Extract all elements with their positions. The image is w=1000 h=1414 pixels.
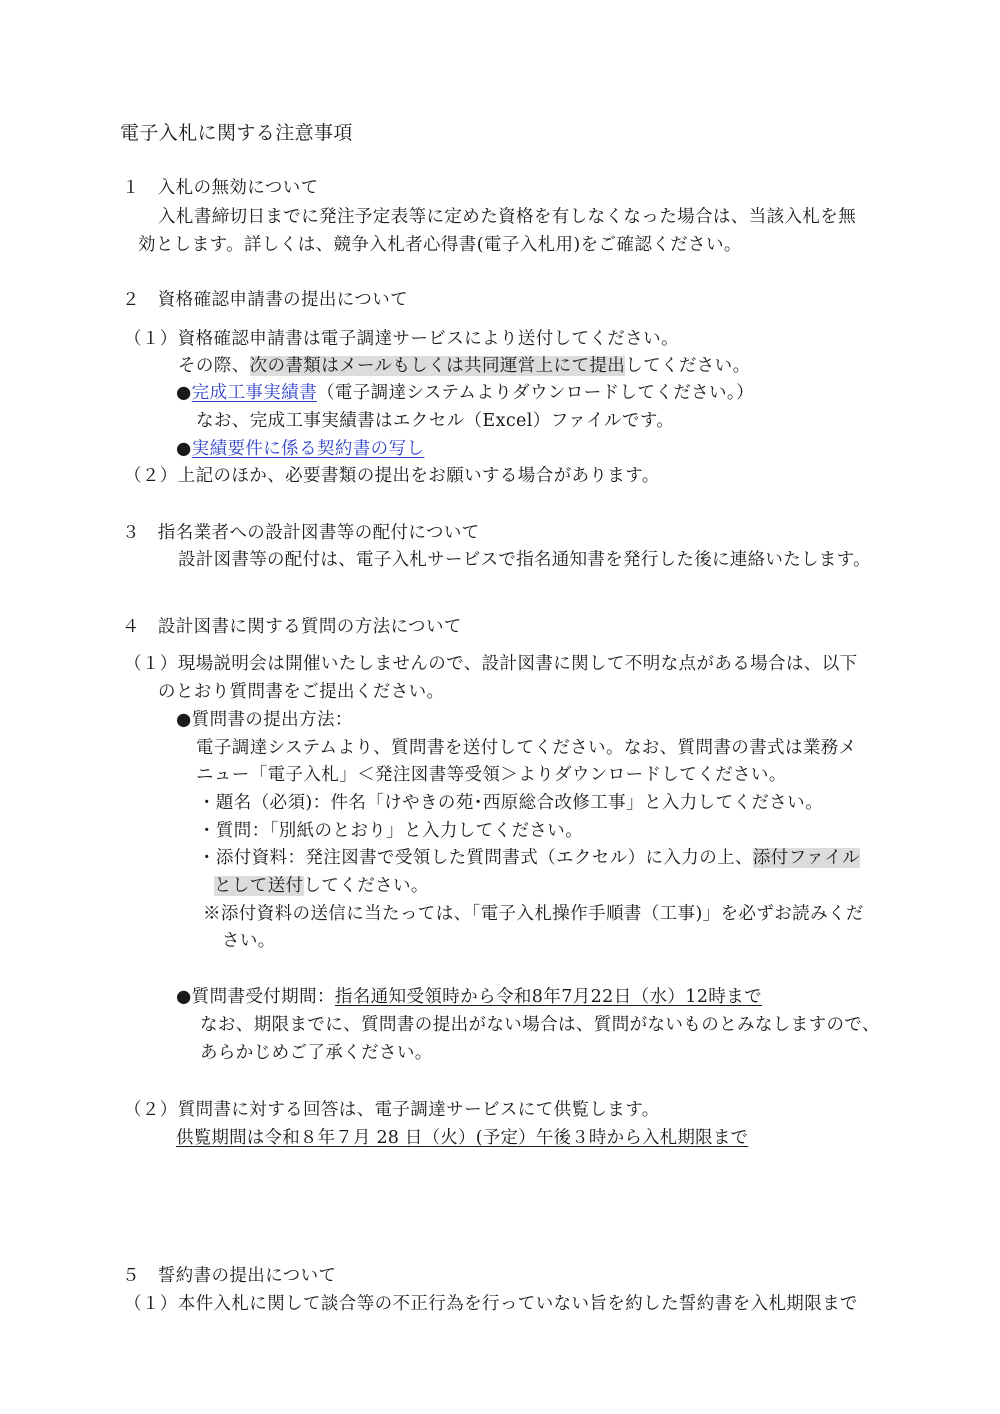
detail-question: ・質問：「別紙のとおり」と入力してください。: [198, 821, 584, 841]
bullet-item: ●完成工事実績書（電子調達システムよりダウンロードしてください。）: [176, 383, 754, 403]
submission-method: ●質問書の提出方法：: [176, 710, 353, 730]
question-period-dates: 指名通知受領時から令和8年7月22日（水）12時まで: [334, 987, 763, 1007]
section-1-heading: １ 入札の無効について: [122, 178, 319, 198]
highlighted-text: 添付ファイル: [752, 848, 860, 868]
detail-subject: ・題名（必須)：件名「けやきの苑･西原総合改修工事」と入力してください。: [198, 793, 823, 813]
section-1-text: 入札書締切日までに発注予定表等に定めた資格を有しなくなった場合は、当該入札を無: [158, 207, 857, 227]
highlighted-text: として送付: [214, 876, 304, 896]
bullet-note: なお、完成工事実績書はエクセル（Excel）ファイルです。: [196, 411, 675, 431]
section-1-text: 効とします。詳しくは、競争入札者心得書(電子入札用)をご確認ください。: [138, 235, 742, 255]
highlighted-text: 次の書類はメールもしくは共同運営上にて提出: [249, 356, 626, 376]
submission-method-text: 電子調達システムより、質問書を送付してください。なお、質問書の書式は業務メ: [196, 738, 857, 758]
section-5-heading: ５ 誓約書の提出について: [122, 1266, 337, 1286]
question-period: ●質問書受付期間：指名通知受領時から令和8年7月22日（水）12時まで: [176, 987, 763, 1007]
section-2-item-1-detail: その際、次の書類はメールもしくは共同運営上にて提出してください。: [178, 356, 751, 376]
question-period-note: あらかじめご了承ください。: [200, 1043, 433, 1063]
keiyakusho-link[interactable]: 実績要件に係る契約書の写し: [191, 439, 425, 459]
section-2-item-1: （１）資格確認申請書は電子調達サービスにより送付してください。: [124, 329, 679, 349]
attachment-note: さい。: [222, 931, 276, 951]
attachment-note: ※添付資料の送信に当たっては、「電子入札操作手順書（工事)」を必ずお読みくだ: [203, 904, 864, 924]
bullet-icon: ●: [176, 439, 192, 459]
question-period-note: なお、期限までに、質問書の提出がない場合は、質問がないものとみなしますので、: [200, 1015, 880, 1035]
section-3-text: 設計図書等の配付は、電子入札サービスで指名通知書を発行した後に連絡いたします。: [178, 550, 871, 570]
kansei-koji-jissekisho-link[interactable]: 完成工事実績書: [191, 383, 317, 403]
section-4-heading: ４ 設計図書に関する質問の方法について: [122, 617, 462, 637]
section-3-heading: ３ 指名業者への設計図書等の配付について: [122, 523, 480, 543]
detail-attachment: ・添付資料：発注図書で受領した質問書式（エクセル）に入力の上、添付ファイル: [198, 848, 860, 868]
page-title: 電子入札に関する注意事項: [120, 122, 353, 144]
section-4-item-1: のとおり質問書をご提出ください。: [158, 682, 445, 702]
bullet-icon: ●: [176, 383, 192, 403]
section-5-item-1: （１）本件入札に関して談合等の不正行為を行っていない旨を約した誓約書を入札期限まで: [124, 1294, 858, 1314]
viewing-period: 供覧期間は令和８年７月 28 日（火）(予定）午後３時から入札期限まで: [176, 1128, 749, 1148]
submission-method-text: ニュー「電子入札」＜発注図書等受領＞よりダウンロードしてください。: [196, 765, 787, 785]
section-2-heading: ２ 資格確認申請書の提出について: [122, 290, 409, 310]
section-4-item-2: （２）質問書に対する回答は、電子調達サービスにて供覧します。: [124, 1100, 660, 1120]
detail-attachment: として送付してください。: [214, 876, 429, 896]
section-2-item-2: （２）上記のほか、必要書類の提出をお願いする場合があります。: [124, 466, 660, 486]
section-4-item-1: （１）現場説明会は開催いたしませんので、設計図書に関して不明な点がある場合は、以下: [124, 654, 858, 674]
bullet-item: [176, 437, 424, 461]
